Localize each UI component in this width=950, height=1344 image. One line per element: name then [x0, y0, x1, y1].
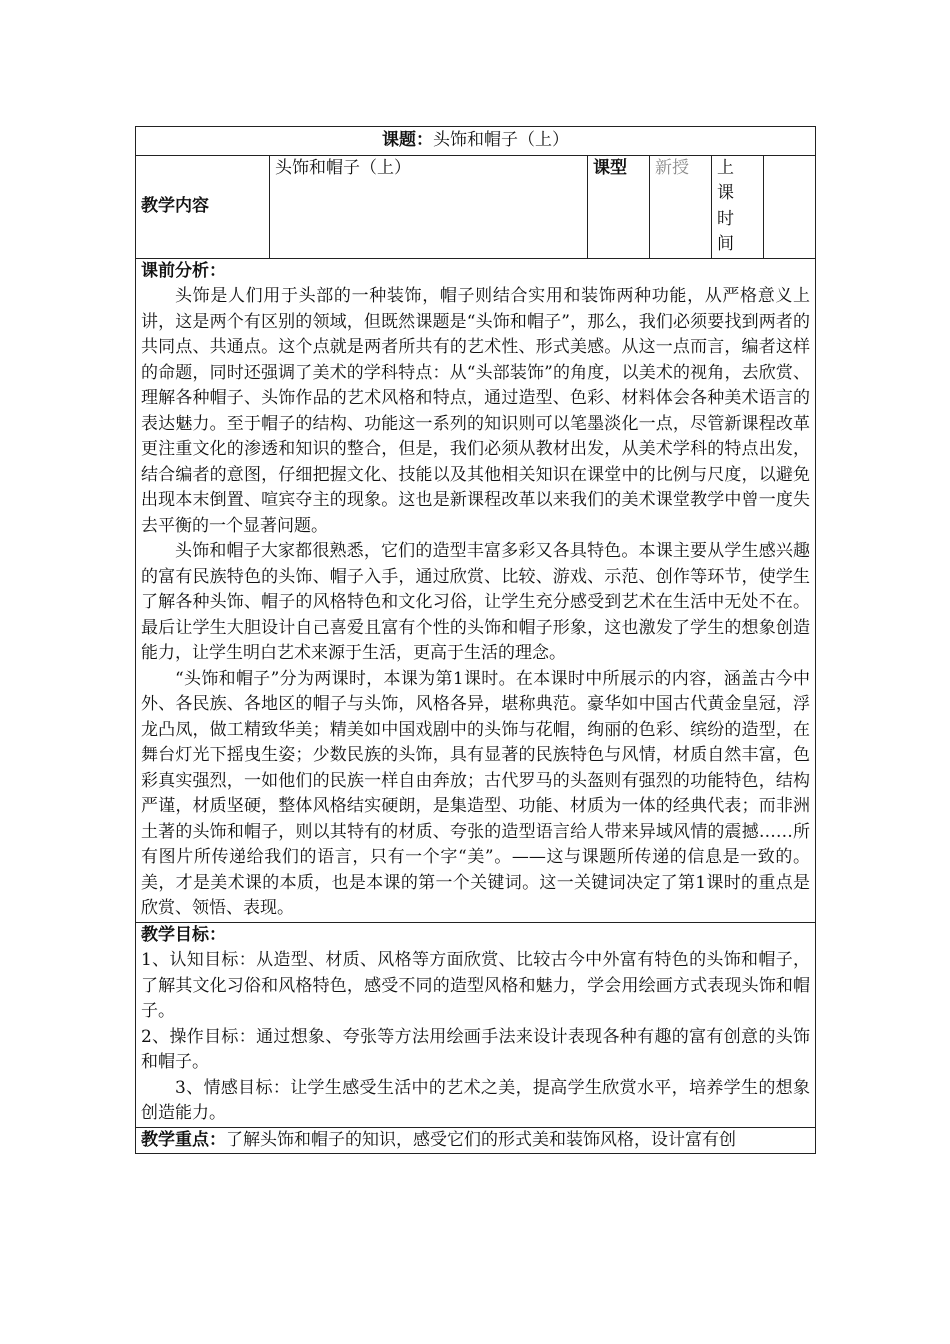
key-points-cell: [136, 1127, 816, 1154]
objectives-heading: 教学目标：: [141, 924, 226, 945]
time-value: [764, 155, 816, 258]
time-label-char: 时: [717, 208, 734, 229]
objectives-cell: [136, 922, 816, 1127]
lesson-plan-table: [135, 126, 816, 1154]
time-label-char: 上: [717, 157, 734, 178]
pre-analysis-heading: 课前分析：: [141, 260, 226, 281]
time-label: [712, 155, 764, 258]
header-row: [136, 155, 816, 258]
key-points-heading: 教学重点：: [141, 1129, 226, 1150]
objective-item: 3、情感目标：让学生感受生活中的艺术之美，提高学生欣赏水平，培养学生的想象创造能力。: [141, 1077, 811, 1123]
title-row: [136, 127, 816, 156]
title-label: 课题：: [382, 130, 434, 150]
pre-analysis-row: [136, 258, 816, 922]
title-cell: [136, 127, 816, 156]
objectives-row: [136, 922, 816, 1127]
content-value: 头饰和帽子（上）: [270, 155, 588, 258]
pre-analysis-paragraph: “头饰和帽子”分为两课时，本课为第1课时。在本课时中所展示的内容，涵盖古今中外、各民族、各地区的帽子与头饰，风格各异，堪称典范。豪华如中国古代黄金皇冠，浮龙凸凤，做工精致华美；精美如中国戏剧中的头饰与花帽，绚丽的色彩、缤纷的造型，在舞台灯光下摇曳生姿；少数民族的头饰，具有显著的民族特色与风情，材质自然丰富，色彩真实强烈，一如他们的民族一样自由奔放；古代罗马的头盔则有强烈的功能特色，结构严谨，材质坚硬，整体风格结实硬朗，是集造型、功能、材质为一体的经典代表；而非洲土著的头饰和帽子，则以其特有的材质、夸张的造型语言给人带来异域风情的震撼……所有图片所传递给我们的语言，只有一个字“美”。——这与课题所传递的信息是一致的。美，才是美术课的本质，也是本课的第一个关键词。这一关键词决定了第1课时的重点是欣赏、领悟、表现。: [141, 668, 811, 918]
key-points-row: [136, 1127, 816, 1154]
objective-item: 1、认知目标：从造型、材质、风格等方面欣赏、比较古今中外富有特色的头饰和帽子，了解其文化习俗和风格特色，感受不同的造型风格和魅力，学会用绘画方式表现头饰和帽子。: [141, 950, 811, 1021]
title-value: 头饰和帽子（上）: [433, 130, 570, 150]
type-label: 课型: [588, 155, 650, 258]
type-value: 新授: [650, 155, 712, 258]
key-points-text: 了解头饰和帽子的知识，感受它们的形式美和装饰风格，设计富有创: [226, 1129, 736, 1150]
pre-analysis-cell: [136, 258, 816, 922]
content-label: 教学内容: [136, 155, 270, 258]
time-label-char: 课: [717, 183, 734, 203]
time-label-char: 间: [717, 234, 734, 254]
pre-analysis-paragraph: 头饰是人们用于头部的一种装饰，帽子则结合实用和装饰两种功能，从严格意义上讲，这是两个有区别的领域，但既然课题是“头饰和帽子”，那么，我们必须要找到两者的共同点、共通点。这个点就是两者所共有的艺术性、形式美感。从这一点而言，编者这样的命题，同时还强调了美术的学科特点：从“头部装饰”的角度，以美术的视角，去欣赏、理解各种帽子、头饰作品的艺术风格和特点，通过造型、色彩、材料体会各种美术语言的表达魅力。至于帽子的结构、功能这一系列的知识则可以笔墨淡化一点，尽管新课程改革更注重文化的渗透和知识的整合，但是，我们必须从教材出发，从美术学科的特点出发，结合编者的意图，仔细把握文化、技能以及其他相关知识在课堂中的比例与尺度，以避免出现本末倒置、喧宾夺主的现象。这也是新课程改革以来我们的美术课堂教学中曾一度失去平衡的一个显著问题。: [141, 286, 811, 536]
pre-analysis-paragraph: 头饰和帽子大家都很熟悉，它们的造型丰富多彩又各具特色。本课主要从学生感兴趣的富有民族特色的头饰、帽子入手，通过欣赏、比较、游戏、示范、创作等环节，使学生了解各种头饰、帽子的风格特色和文化习俗，让学生充分感受到艺术在生活中无处不在。最后让学生大胆设计自己喜爱且富有个性的头饰和帽子形象，这也激发了学生的想象创造能力，让学生明白艺术来源于生活，更高于生活的理念。: [141, 541, 811, 663]
objective-item: 2、操作目标：通过想象、夸张等方法用绘画手法来设计表现各种有趣的富有创意的头饰和帽子。: [141, 1026, 811, 1072]
lesson-plan-document: [135, 126, 815, 1154]
